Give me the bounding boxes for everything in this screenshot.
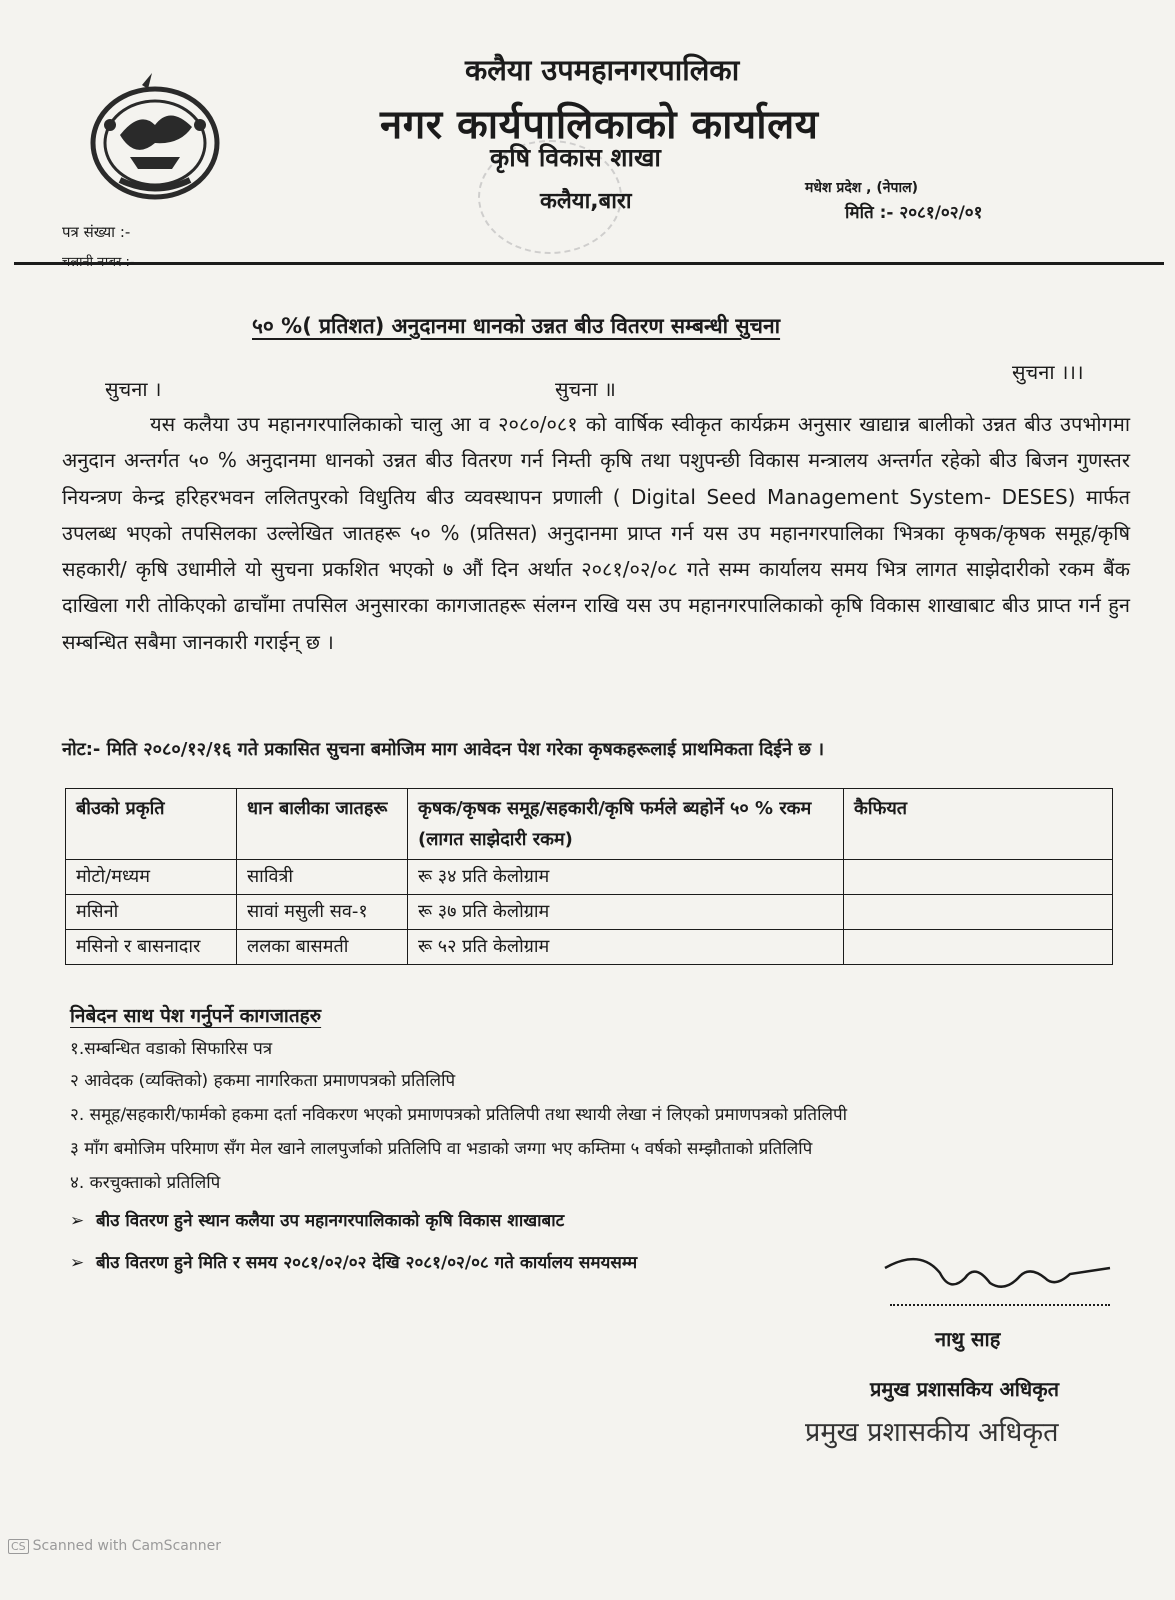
designation-stamp: प्रमुख प्रशासकीय अधिकृत xyxy=(805,1417,1059,1448)
office-name: नगर कार्यपालिकाको कार्यालय xyxy=(380,102,819,148)
notice-mark-2: सुचना ॥ xyxy=(555,377,616,401)
scanner-watermark xyxy=(8,1538,221,1554)
column-header: कृषक/कृषक समूह/सहकारी/कृषि फर्मले ब्यहोर्ने ५० % रकम (लागत साझेदारी रकम) xyxy=(408,789,844,860)
municipality-name: कलैया उपमहानगरपालिका xyxy=(465,53,740,87)
bullet-item xyxy=(70,1250,637,1273)
table-cell: मसिनो र बासनादार xyxy=(66,930,237,965)
table-cell: ललका बासमती xyxy=(237,930,408,965)
notice-mark-1: सुचना । xyxy=(105,377,162,401)
requirement-item: ४. करचुक्ताको प्रतिलिपि xyxy=(70,1173,221,1193)
watermark-text: Scanned with CamScanner xyxy=(32,1538,221,1554)
table-row xyxy=(66,930,1113,965)
letter-number-label: पत्र संख्या :- xyxy=(62,223,131,241)
handwritten-signature xyxy=(880,1238,1120,1308)
seed-price-table xyxy=(65,788,1113,965)
requirement-item: २. समूह/सहकारी/फार्मको हकमा दर्ता नविकरण भएको प्रमाणपत्रको प्रतिलिपी तथा स्थायी लेखा नं लिएको प्रमाणपत्रको प्रतिलिपी xyxy=(70,1105,848,1125)
signer-name: नाथु साह xyxy=(935,1327,1001,1351)
header-divider xyxy=(14,262,1164,265)
table-cell: मसिनो xyxy=(66,895,237,930)
signer-designation: प्रमुख प्रशासकिय अधिकृत xyxy=(870,1377,1059,1401)
letter-date: मिति :- २०८१/०२/०१ xyxy=(845,203,983,223)
nepal-emblem-icon xyxy=(80,65,230,205)
branch-name: कृषि विकास शाखा xyxy=(490,143,661,172)
camscanner-logo-icon: CS xyxy=(8,1539,29,1554)
signature-line xyxy=(890,1304,1110,1306)
notice-body: यस कलैया उप महानगरपालिकाको चालु आ व २०८०/०८१ को वार्षिक स्वीकृत कार्यक्रम अनुसार खाद्यान्न बालीको उन्नत बीउ उपभोगमा अनुदान अन्तर्गत ५० % अनुदानमा धानको उन्नत बीउ वितरण गर्न निम्ती कृषि तथा पशुपन्छी विकास मन्त्रालय अन्तर्गत रहेको बीउ बिजन गुणस्तर नियन्त्रण केन्द्र हरिहरभवन ललितपुरको विधुतिय बीउ व्यवस्थापन प्रणाली ( Digital Seed Management System- DESES) मार्फत उपलब्ध भएको तपसिलका उल्लेखित जातहरू ५० % (प्रतिसत) अनुदानमा प्राप्त गर्न यस उप महानगरपालिका भित्रका कृषक/कृषक समूह/कृषि सहकारी/ कृषि उधामीले यो सुचना प्रकशित भएको ७ औं दिन अर्थात २०८१/०२/०८ गते सम्म कार्यालय समय भित्र लागत साझेदारीको रकम बैंक दाखिला गरी तोकिएको ढाचाँमा तपसिल अनुसारका कागजातहरू संलग्न राखि यस उप महानगरपालिकाको कृषि विकास शाखाबाट बीउ प्राप्त गर्न हुन सम्बन्धित सबैमा जानकारी गराईन् छ । xyxy=(62,412,1130,654)
table-cell xyxy=(844,860,1113,895)
bullet-text: बीउ वितरण हुने मिति र समय २०८१/०२/०२ देखि २०८१/०२/०८ गते कार्यालय समयसम्म xyxy=(96,1253,638,1273)
column-header: बीउको प्रकृति xyxy=(66,789,237,860)
table-cell: रू ५२ प्रति केलोग्राम xyxy=(408,930,844,965)
table-cell: सावां मसुली सव-१ xyxy=(237,895,408,930)
table-row xyxy=(66,895,1113,930)
bullet-item xyxy=(70,1208,564,1231)
table-cell xyxy=(844,930,1113,965)
column-header: कैफियत xyxy=(844,789,1113,860)
notice-mark-3: सुचना ।।। xyxy=(1012,360,1084,384)
dispatch-number-label xyxy=(62,252,135,270)
arrow-bullet-icon: ➢ xyxy=(70,1253,85,1273)
requirement-item: ३ माँग बमोजिम परिमाण सँग मेल खाने लालपुर्जाको प्रतिलिपि वा भडाको जग्गा भए कम्तिमा ५ वर्षको सम्झौताको प्रतिलिपि xyxy=(70,1139,813,1159)
notice-title: ५० %( प्रतिशत) अनुदानमा धानको उन्नत बीउ वितरण सम्बन्धी सुचना xyxy=(252,314,781,338)
column-header: धान बालीका जातहरू xyxy=(237,789,408,860)
table-cell xyxy=(844,895,1113,930)
bullet-text: बीउ वितरण हुने स्थान कलैया उप महानगरपालिकाको कृषि विकास शाखाबाट xyxy=(96,1211,565,1231)
requirement-item: १.सम्बन्धित वडाको सिफारिस पत्र xyxy=(70,1039,273,1059)
table-cell: मोटो/मध्यम xyxy=(66,860,237,895)
table-row xyxy=(66,860,1113,895)
table-header-row xyxy=(66,789,1113,860)
priority-note: नोट:- मिति २०८०/१२/१६ गते प्रकासित सुचना बमोजिम माग आवेदन पेश गरेका कृषकहरूलाई प्राथमिकता दिईने छ । xyxy=(62,739,825,760)
province-label: मधेश प्रदेश , (नेपाल) xyxy=(805,180,918,196)
arrow-bullet-icon: ➢ xyxy=(70,1211,85,1231)
requirement-item: २ आवेदक (व्यक्तिको) हकमा नागरिकता प्रमाणपत्रको प्रतिलिपि xyxy=(70,1071,456,1091)
table-cell: रू ३७ प्रति केलोग्राम xyxy=(408,895,844,930)
office-location: कलैया,बारा xyxy=(540,189,632,214)
requirements-heading: निबेदन साथ पेश गर्नुपर्ने कागजातहरु xyxy=(70,1005,322,1027)
table-cell: सावित्री xyxy=(237,860,408,895)
table-cell: रू ३४ प्रति केलोग्राम xyxy=(408,860,844,895)
